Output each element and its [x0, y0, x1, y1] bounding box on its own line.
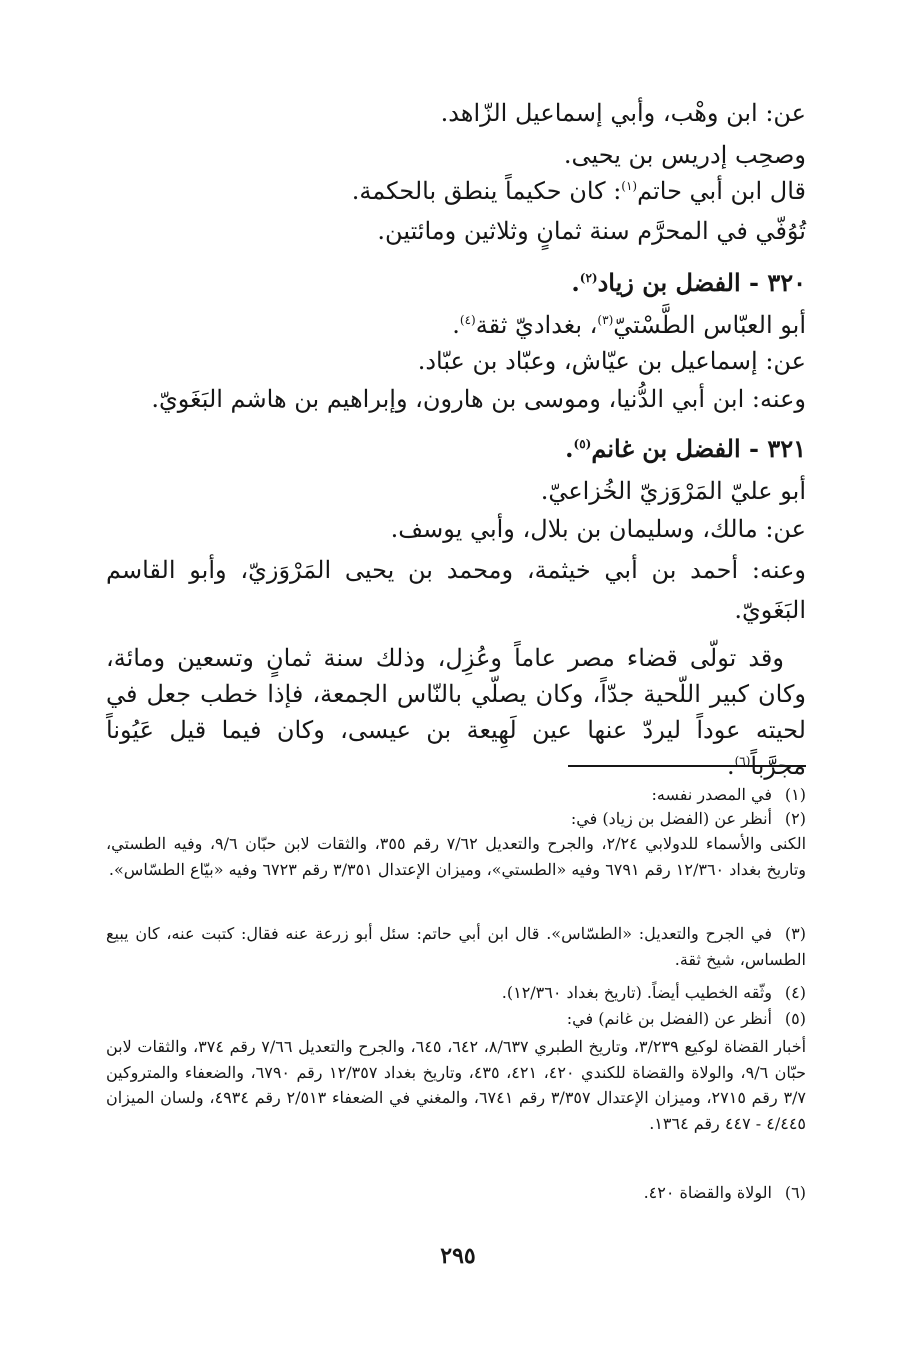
text-span: ، بغداديّ ثقة [475, 311, 598, 339]
footnote [106, 921, 806, 972]
text-line [106, 308, 806, 342]
text-line: أبو عليّ المَرْوَزيّ الخُزاعيّ. [540, 477, 806, 505]
text-line: عن: مالك، وسليمان بن بلال، وأبي يوسف. [390, 515, 806, 543]
page-number: ٢٩٥ [440, 1243, 476, 1269]
text-span: . [726, 752, 735, 780]
footnote-marker: (١) [621, 179, 638, 193]
footnote-number: (٢) [784, 809, 806, 828]
footnote-text: في الجرح والتعديل: «الطسّاس». قال ابن أبي حاتم: سئل أبو زرعة عنه فقال: كتبت عنه، كان يبيع الطساس، شيخ ثقة. [106, 924, 806, 969]
text-line [106, 174, 806, 208]
footnote-marker: (٢) [579, 271, 598, 285]
text-span: . [452, 311, 460, 339]
text-line: وعنه: ابن أبي الدُّنيا، وموسى بن هارون، وإبراهيم بن هاشم البَغَويّ. [151, 385, 806, 413]
footnote [106, 806, 806, 832]
text-line: وصحِب إدريس بن يحيى. [563, 141, 806, 169]
footnote-text: الولاة والقضاة ٤٢٠. [643, 1183, 772, 1202]
footnote-marker: (٣) [597, 313, 614, 327]
footnote-continuation: الكنى والأسماء للدولابي ٢/٢٤، والجرح والتعديل ٧/٦٢ رقم ٣٥٥، والثقات لابن حبّان ٩/٦، وفيه الطستي، وتاريخ بغداد ١٢/٣٦٠ رقم ٦٧٩١ وفيه «الطستي»، وميزان الإعتدال ٣/٣٥١ رقم ٦٧٢٣ وفيه «بيّاع الطسّاس». [106, 834, 807, 879]
footnote-text: أنظر عن (الفضل بن زياد) في: [570, 809, 772, 828]
text-span: قال ابن أبي حاتم [637, 177, 806, 205]
entry-heading [106, 266, 806, 300]
footnote [106, 782, 806, 808]
entry-heading-text: ٣٢١ - الفضل بن غانم [591, 434, 806, 463]
footnote-marker: (٥) [573, 437, 592, 451]
text-line: عن: إسماعيل بن عيّاش، وعبّاد بن عبّاد. [417, 347, 806, 375]
footnote-text: وثّقه الخطيب أيضاً. (تاريخ بغداد ١٢/٣٦٠). [501, 983, 772, 1002]
text-line: تُوُفّي في المحرَّم سنة ثمانٍ وثلاثين ومائتين. [377, 217, 806, 245]
footnote-number: (٤) [784, 983, 806, 1002]
entry-heading [106, 432, 806, 466]
footnote-number: (٣) [784, 924, 806, 943]
text-span: أبو العبّاس الطَّسْتيّ [613, 311, 806, 339]
text-span: وقد تولّى قضاء مصر عاماً وعُزِل، وذلك سنة ثمانٍ وتسعين ومائة، وكان كبير اللّحية جدّاً، وكان يصلّي بالنّاس الجمعة، فإذا خطب جعل في لحيته عوداً ليردّ عنها عين لَهِيعة بن عيسى، وكان فيما قيل عَيُوناً مجرَّباً [106, 644, 806, 780]
footnote-number: (٦) [784, 1183, 806, 1202]
footnote-marker: (٤) [459, 313, 476, 327]
footnote-continuation: أخبار القضاة لوكيع ٣/٢٣٩، وتاريخ الطبري ٨/٦٣٧، ٦٤٢، ٦٤٥، والجرح والتعديل ٧/٦٦ رقم ٣٧٤، والثقات لابن حبّان ٩/٦، والولاة والقضاة للكندي ٤٢٠، ٤٢١، ٤٣٥، وتاريخ بغداد ١٢/٣٥٧ رقم ٦٧٩٠، والضعفاء والمتروكين ٣/٧ رقم ٢٧١٥، وميزان الإعتدال ٣/٣٥٧ رقم ٦٧٤١، والمغني في الضعفاء ٢/٥١٣ رقم ٤٩٣٤، ولسان الميزان ٤/٤٤٥ - ٤٤٧ رقم ١٣٦٤. [106, 1037, 807, 1133]
footnote-number: (١) [784, 785, 806, 804]
footnote-text: في المصدر نفسه: [651, 785, 772, 804]
text-paragraph: وعنه: أحمد بن أبي خيثمة، ومحمد بن يحيى المَرْوَزيّ، وأبو القاسم البَغَويّ. [106, 556, 806, 624]
entry-heading-text: ٣٢٠ - الفضل بن زياد [597, 268, 806, 297]
footnote-text: أنظر عن (الفضل بن غانم) في: [566, 1009, 772, 1028]
text-span: . [565, 434, 574, 463]
footnote [106, 980, 806, 1006]
footnote-marker: (٦) [734, 754, 751, 768]
text-line: عن: ابن وهْب، وأبي إسماعيل الزّاهد. [440, 99, 806, 127]
footnote-number: (٥) [784, 1009, 806, 1028]
footnote [106, 1180, 806, 1206]
text-span: . [571, 268, 580, 297]
footnote-separator [568, 765, 806, 767]
text-span: : كان حكيماً ينطق بالحكمة. [351, 177, 622, 205]
footnote [106, 1006, 806, 1032]
text-paragraph [106, 640, 806, 784]
